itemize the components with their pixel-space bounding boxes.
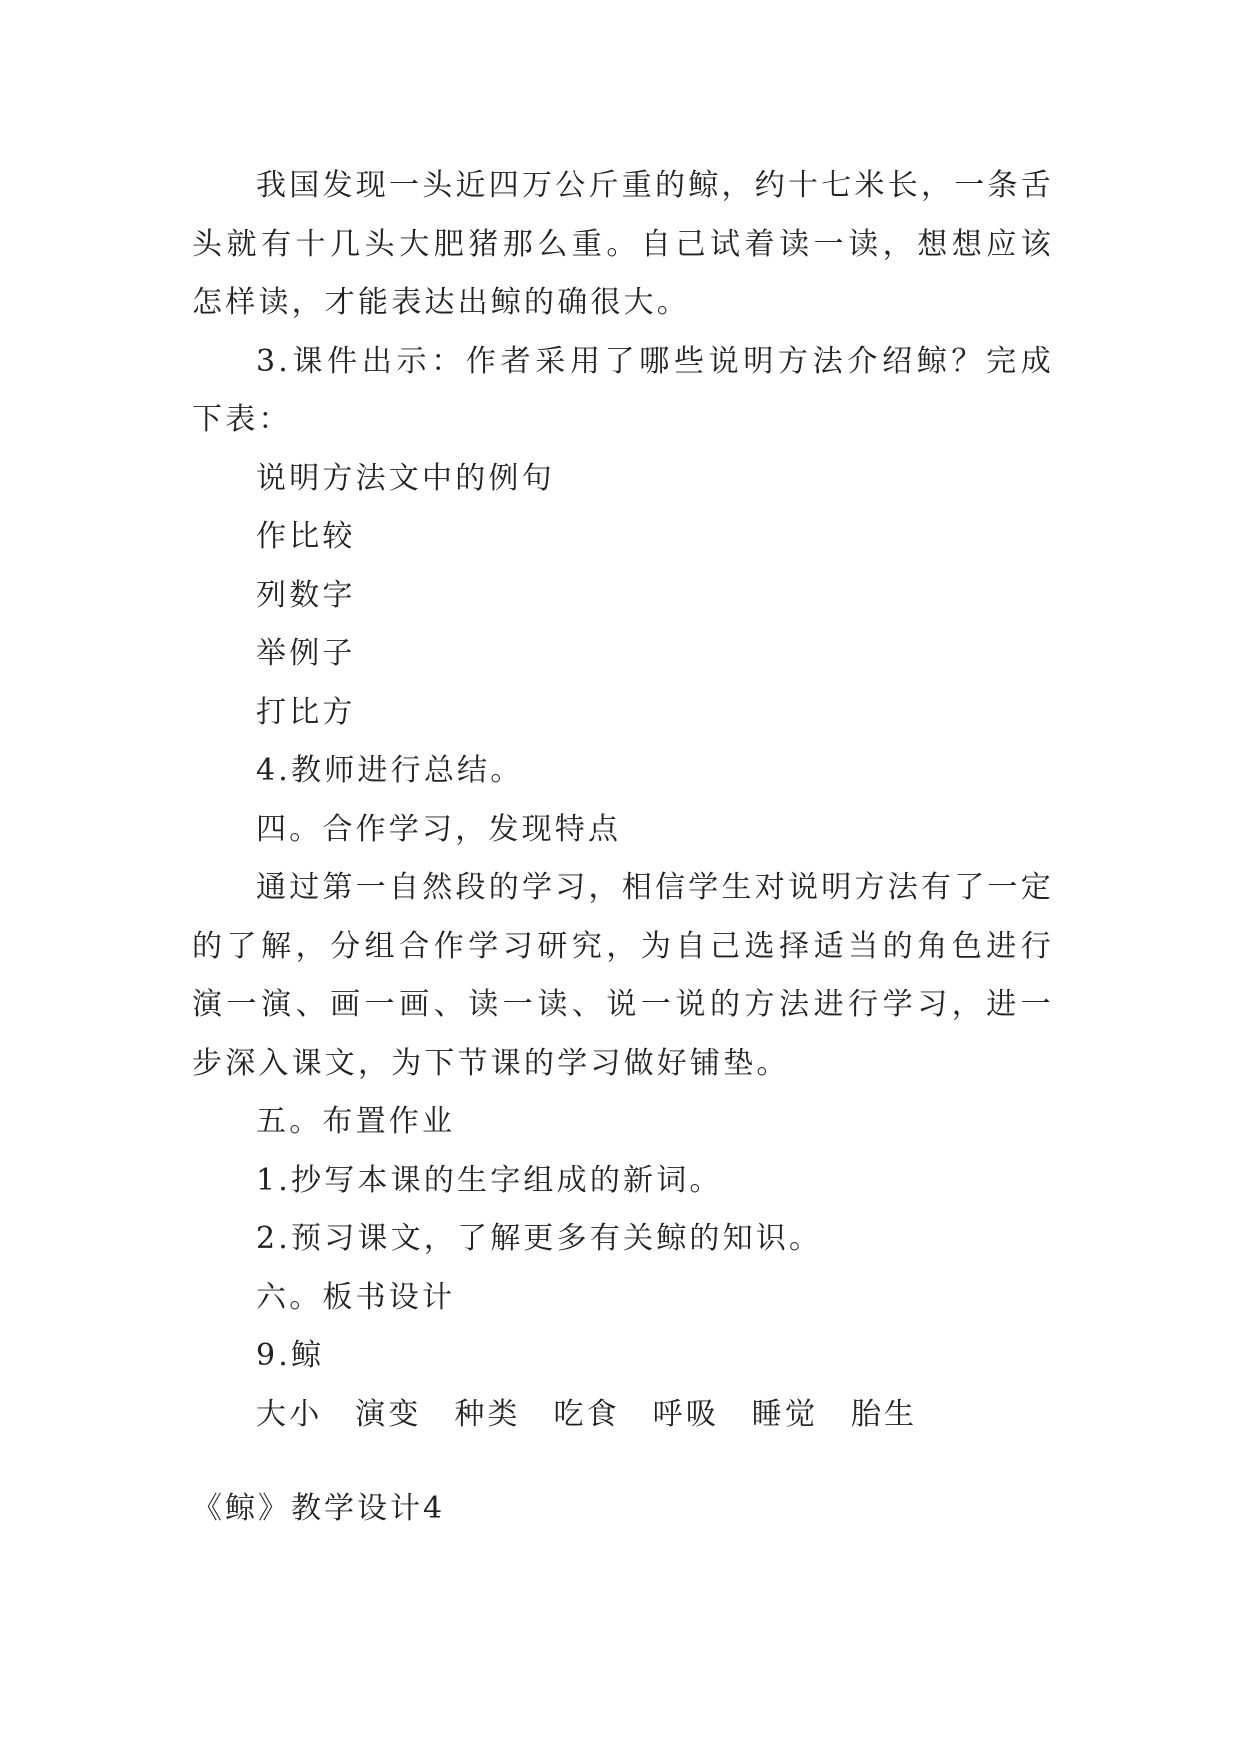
paragraph-cooperative-learning: 通过第一自然段的学习，相信学生对说明方法有了一定的了解，分组合作学习研究，为自己选择适当的角色进行演一演、画一画、读一读、说一说的方法进行学习，进一步深入课文，为下节课的学习做好铺垫。 [192, 870, 1054, 1081]
homework-item-2: 2.预习课文，了解更多有关鲸的知识。 [256, 1221, 823, 1256]
section-heading-cooperative-learning: 四。合作学习，发现特点 [256, 811, 622, 847]
paragraph-teacher-summary: 4.教师进行总结。 [256, 753, 524, 788]
board-term: 胎生 [850, 1396, 918, 1432]
next-section-title: 《鲸》教学设计4 [192, 1491, 446, 1526]
homework-item-1: 1.抄写本课的生字组成的新词。 [256, 1162, 723, 1198]
board-term: 种类 [454, 1396, 521, 1432]
board-title: 9.鲸 [256, 1338, 325, 1373]
document-body [192, 157, 1054, 1444]
board-term: 睡觉 [751, 1396, 819, 1432]
board-term: 呼吸 [652, 1396, 720, 1432]
method-analogy: 打比方 [256, 694, 356, 730]
method-numbers: 列数字 [256, 577, 356, 613]
method-comparison: 作比较 [256, 519, 356, 554]
board-term: 演变 [355, 1396, 422, 1432]
board-terms [192, 1386, 1054, 1445]
method-examples: 举例子 [256, 636, 356, 671]
section-heading-homework: 五。布置作业 [256, 1104, 456, 1139]
table-header: 说明方法文中的例句 [256, 460, 555, 496]
board-term: 吃食 [553, 1396, 620, 1432]
section-heading-board-design: 六。板书设计 [256, 1279, 456, 1315]
board-term: 大小 [256, 1396, 323, 1432]
paragraph-courseware-task: 3.课件出示：作者采用了哪些说明方法介绍鲸？完成下表： [192, 343, 1054, 437]
paragraph-whale-size: 我国发现一头近四万公斤重的鲸，约十七米长，一条舌头就有十几头大肥猪那么重。自己试着读一读，想想应该怎样读，才能表达出鲸的确很大。 [192, 168, 1054, 320]
